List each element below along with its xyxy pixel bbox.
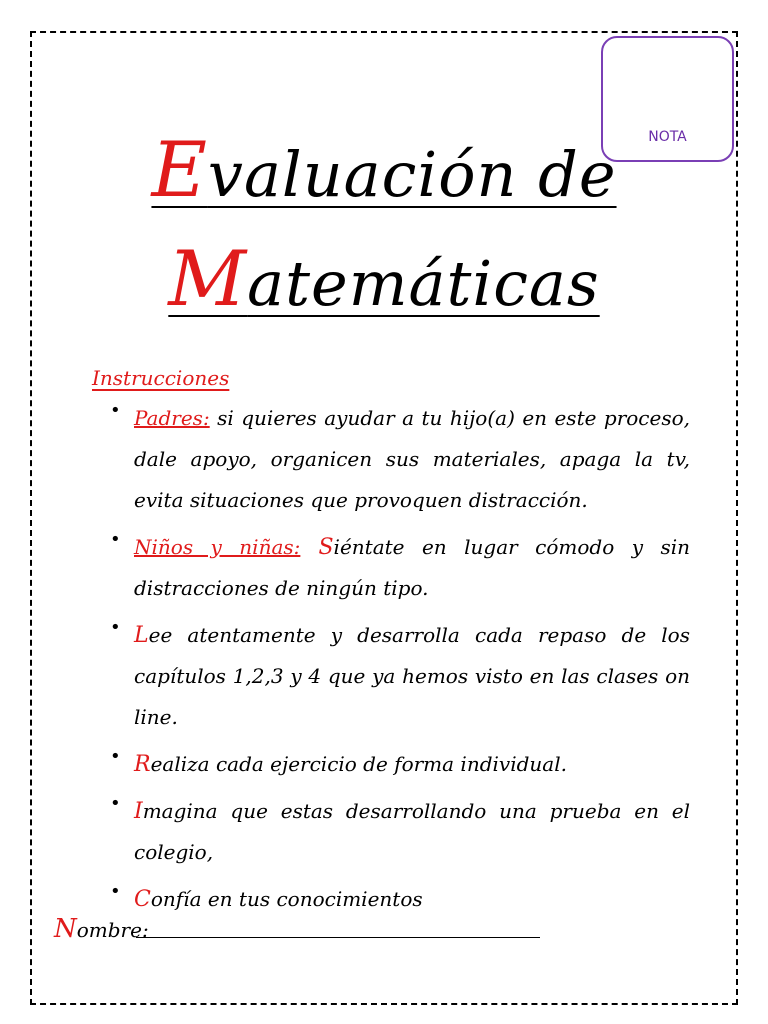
item-initial: I	[134, 799, 143, 824]
list-item	[110, 398, 690, 521]
instructions-list	[110, 398, 690, 926]
grade-label: NOTA	[648, 129, 687, 145]
title-initial-e: E	[151, 125, 208, 214]
bullet-icon: •	[110, 793, 121, 814]
name-initial: N	[54, 914, 77, 944]
title-line-2-text: atemáticas	[247, 247, 600, 320]
name-label-text: ombre:	[76, 918, 149, 942]
title-line-1-text: valuación de	[207, 138, 617, 211]
title-line-2	[0, 234, 768, 323]
item-text: ee atentamente y desarrolla cada repaso de los capítulos 1,2,3 y 4 que ya hemos visto en las clases on line.	[134, 623, 690, 729]
list-item	[110, 879, 690, 920]
list-item	[110, 791, 690, 873]
item-label: Padres:	[134, 406, 210, 430]
item-text: magina que estas desarrollando una prueba en el colegio,	[134, 799, 690, 864]
title-initial-m: M	[168, 234, 248, 323]
item-initial: C	[134, 887, 151, 912]
list-item	[110, 527, 690, 609]
bullet-icon: •	[110, 617, 121, 638]
list-item	[110, 615, 690, 738]
title-line-1	[0, 125, 768, 214]
name-label	[54, 914, 149, 944]
item-text: ealiza cada ejercicio de forma individual.	[150, 752, 567, 776]
bullet-icon: •	[110, 881, 121, 902]
bullet-icon: •	[110, 529, 121, 550]
item-label: Niños y niñas:	[134, 535, 301, 559]
item-text: iéntate en lugar cómodo y sin distracciones de ningún tipo.	[134, 535, 690, 600]
bullet-icon: •	[110, 400, 121, 421]
item-text: onfía en tus conocimientos	[150, 887, 423, 911]
name-line[interactable]	[136, 937, 540, 938]
item-initial: L	[134, 623, 149, 648]
list-item	[110, 744, 690, 785]
item-initial: R	[134, 752, 151, 777]
item-initial: S	[300, 535, 334, 560]
bullet-icon: •	[110, 746, 121, 767]
instructions-heading: Instrucciones	[92, 366, 230, 390]
item-text: si quieres ayudar a tu hijo(a) en este proceso, dale apoyo, organicen sus materiales, apaga la tv, evita situaciones que provoquen distracción.	[134, 406, 690, 512]
